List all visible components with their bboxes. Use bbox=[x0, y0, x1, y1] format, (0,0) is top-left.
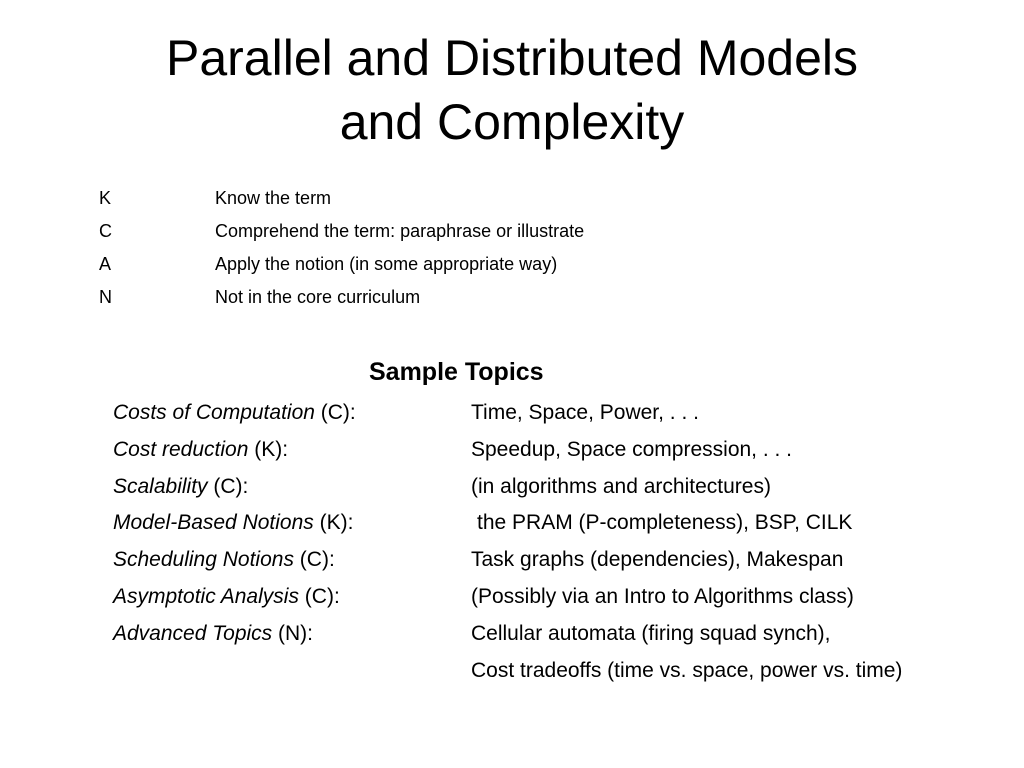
topic-level: (K): bbox=[313, 511, 354, 535]
sample-topics-heading: Sample Topics bbox=[369, 358, 544, 386]
topic-label bbox=[113, 545, 335, 575]
topic-description: the PRAM (P-completeness), BSP, CILK bbox=[477, 511, 853, 535]
topic-description: Cellular automata (firing squad synch), bbox=[471, 621, 831, 645]
topic-name: Advanced Topics bbox=[113, 621, 273, 645]
slide-title-line-2: and Complexity bbox=[339, 94, 685, 150]
slide-title-line-1: Parallel and Distributed Models bbox=[165, 30, 859, 86]
topic-row bbox=[113, 508, 973, 545]
topic-description: Task graphs (dependencies), Makespan bbox=[471, 548, 844, 572]
topic-row bbox=[113, 656, 973, 693]
topic-level: (N): bbox=[272, 621, 313, 645]
topic-label bbox=[113, 435, 288, 465]
sample-topics-list bbox=[113, 398, 973, 692]
topic-level: (C): bbox=[207, 474, 249, 498]
topic-row bbox=[113, 545, 973, 582]
topic-description: Cost tradeoffs (time vs. space, power vs. time) bbox=[471, 658, 903, 682]
topic-row bbox=[113, 435, 973, 472]
topic-name: Asymptotic Analysis bbox=[113, 584, 299, 608]
legend-row bbox=[99, 219, 799, 252]
legend-list bbox=[99, 186, 799, 318]
topic-row bbox=[113, 582, 973, 619]
legend-description: Comprehend the term: paraphrase or illustrate bbox=[215, 221, 585, 241]
topic-name: Costs of Computation bbox=[113, 401, 315, 424]
legend-description: Apply the notion (in some appropriate way) bbox=[215, 254, 558, 274]
topic-description: (in algorithms and architectures) bbox=[471, 474, 771, 498]
topic-level: (K): bbox=[248, 437, 289, 461]
topic-label bbox=[113, 582, 340, 612]
topic-name: Model-Based Notions bbox=[113, 511, 314, 535]
legend-row bbox=[99, 285, 799, 318]
topic-label bbox=[113, 398, 356, 428]
legend-code: K bbox=[99, 188, 112, 208]
topic-row bbox=[113, 619, 973, 656]
legend-row bbox=[99, 252, 799, 285]
legend-code: C bbox=[99, 221, 112, 241]
legend-row bbox=[99, 186, 799, 219]
topic-description: Time, Space, Power, . . . bbox=[471, 401, 699, 424]
slide-title bbox=[40, 26, 984, 154]
topic-level: (C): bbox=[293, 548, 335, 572]
topic-description: Speedup, Space compression, . . . bbox=[471, 437, 793, 461]
topic-row bbox=[113, 398, 973, 435]
topic-label bbox=[113, 508, 353, 538]
topic-row bbox=[113, 472, 973, 509]
topic-description: (Possibly via an Intro to Algorithms class) bbox=[471, 584, 854, 608]
topic-level: (C): bbox=[298, 584, 340, 608]
topic-name: Scalability bbox=[113, 474, 208, 498]
topic-label bbox=[113, 619, 313, 649]
topic-name: Cost reduction bbox=[113, 437, 249, 461]
legend-description: Know the term bbox=[215, 188, 332, 208]
legend-code: A bbox=[99, 254, 112, 274]
topic-label bbox=[113, 472, 248, 502]
topic-name: Scheduling Notions bbox=[113, 548, 294, 572]
legend-description: Not in the core curriculum bbox=[215, 287, 421, 307]
legend-code: N bbox=[99, 287, 112, 307]
topic-level: (C): bbox=[314, 401, 356, 424]
